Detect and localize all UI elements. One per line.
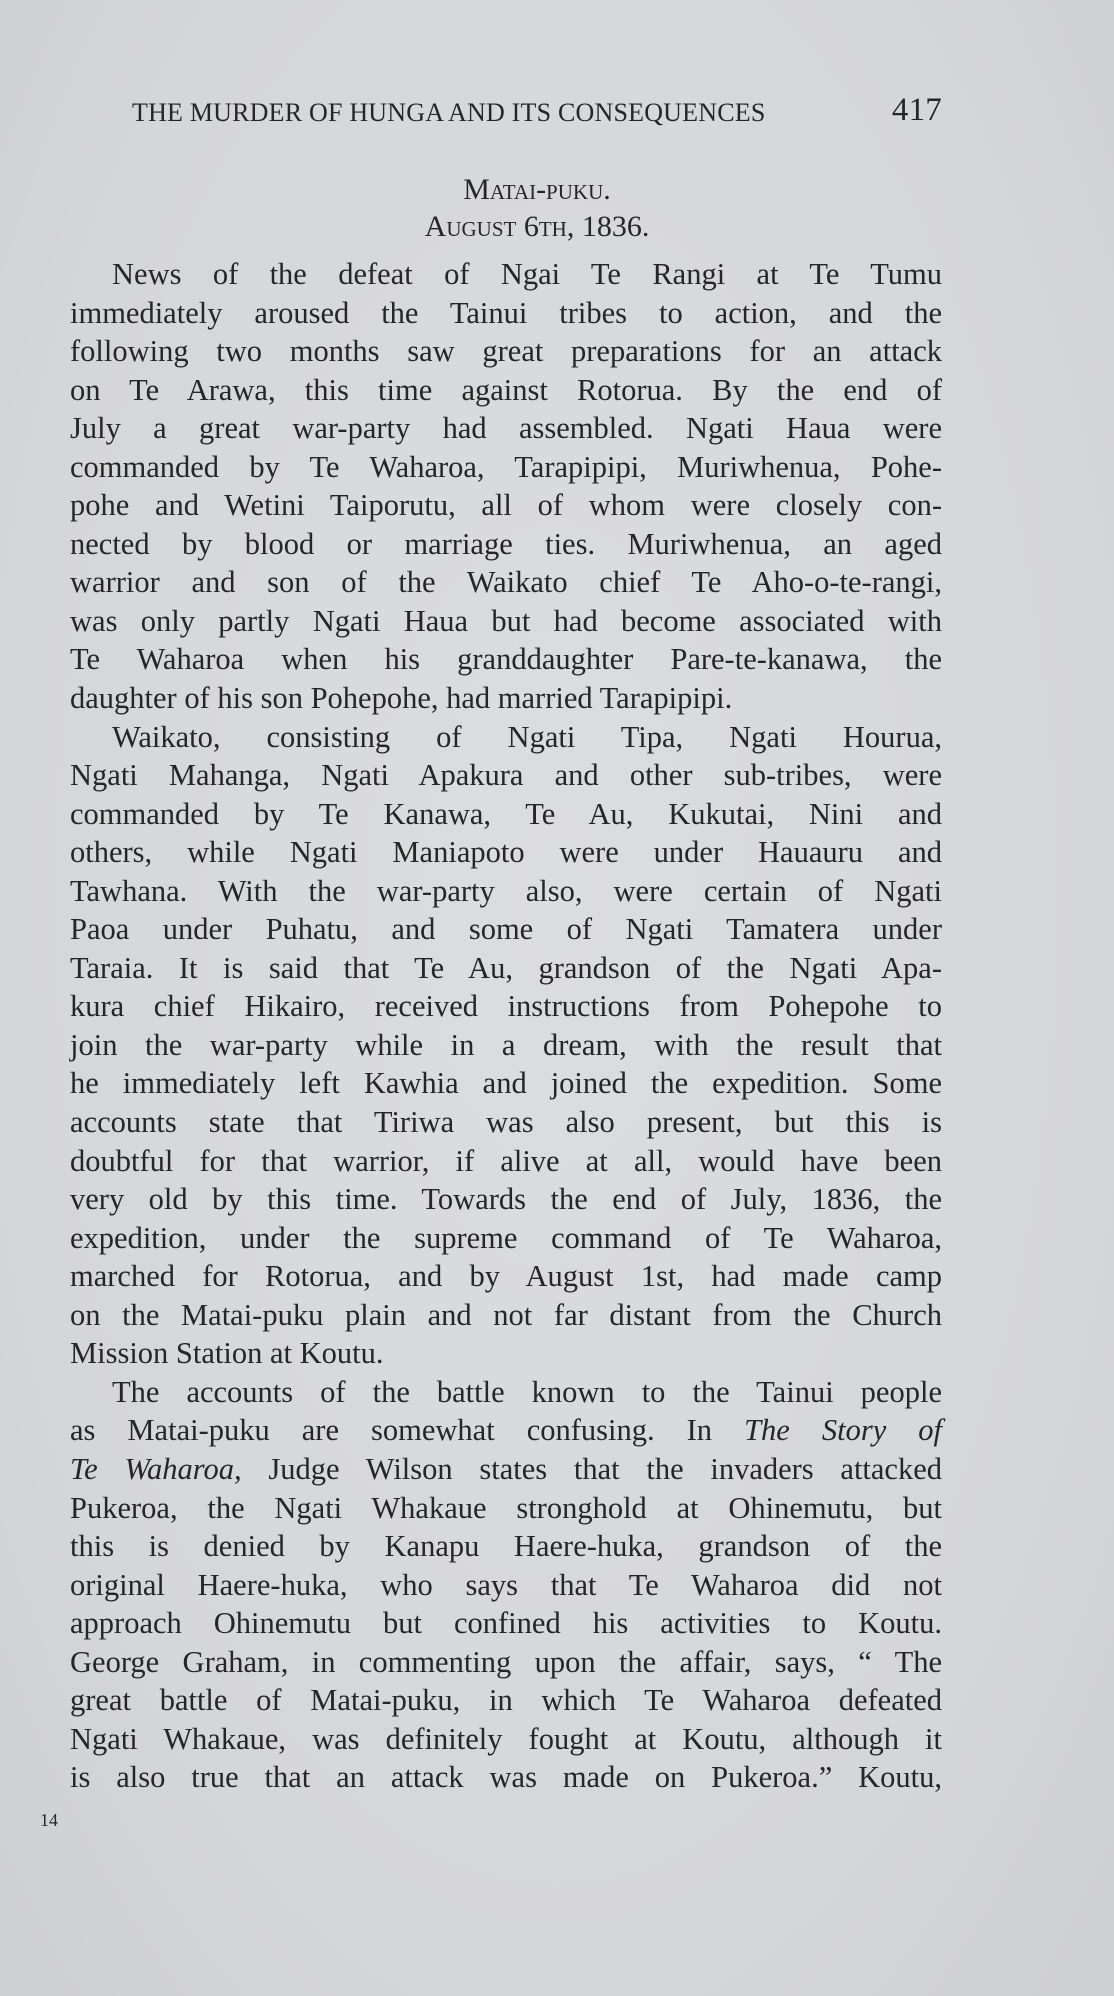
- text-line: marched for Rotorua, and by August 1st, had made camp: [70, 1259, 942, 1294]
- section-title: Matai-puku.: [463, 173, 611, 206]
- italic-title: The Story of: [744, 1413, 942, 1448]
- text-line: Ngati Mahanga, Ngati Apakura and other sub-tribes, were: [70, 758, 942, 793]
- text-line: original Haere-huka, who says that Te Waharoa did not: [70, 1567, 942, 1602]
- text-line: Mission Station at Koutu.: [70, 1336, 384, 1371]
- text-line: kura chief Hikairo, received instructions from Pohepohe to: [70, 989, 942, 1024]
- text-line: expedition, under the supreme command of Te Waharoa,: [70, 1220, 942, 1255]
- printer-signature-mark: 14: [40, 1810, 58, 1830]
- text-line: Pukeroa, the Ngati Whakaue stronghold at Ohinemutu, but: [70, 1490, 942, 1525]
- text-line: doubtful for that warrior, if alive at all, would have been: [70, 1143, 942, 1178]
- text-line: is also true that an attack was made on Pukeroa.” Koutu,: [70, 1760, 942, 1795]
- text-line: very old by this time. Towards the end of July, 1836, the: [70, 1182, 942, 1217]
- text-line: daughter of his son Pohepohe, had married Tarapipipi.: [70, 681, 733, 716]
- text-line: join the war-party while in a dream, with the result that: [70, 1027, 942, 1062]
- section-date: August 6th, 1836.: [424, 210, 650, 243]
- text-line: was only partly Ngati Haua but had become associated with: [70, 603, 942, 638]
- text-line: Te Waharoa when his granddaughter Pare-te-kanawa, the: [70, 642, 942, 677]
- italic-title: Te Waharoa,: [70, 1451, 242, 1486]
- text-line: he immediately left Kawhia and joined the expedition. Some: [70, 1066, 942, 1101]
- text-line: Waikato, consisting of Ngati Tipa, Ngati Hourua,: [112, 719, 942, 754]
- text-line: commanded by Te Kanawa, Te Au, Kukutai, Nini and: [70, 796, 942, 831]
- text-line: George Graham, in commenting upon the affair, says, “ The: [70, 1644, 942, 1679]
- text-line: this is denied by Kanapu Haere-huka, grandson of the: [70, 1529, 942, 1564]
- text-line: News of the defeat of Ngai Te Rangi at Te Tumu: [112, 257, 942, 291]
- text-line: The accounts of the battle known to the Tainui people: [112, 1374, 942, 1409]
- text-line: Tawhana. With the war-party also, were certain of Ngati: [70, 873, 942, 908]
- text-line: others, while Ngati Maniapoto were under Hauauru and: [70, 835, 942, 870]
- text-line: July a great war-party had assembled. Ngati Haua were: [70, 411, 942, 446]
- text-line: immediately aroused the Tainui tribes to action, and the: [70, 295, 942, 330]
- text-line: [70, 1411, 942, 1450]
- text-line: [70, 1450, 942, 1489]
- text-line: Taraia. It is said that Te Au, grandson of the Ngati Apa-: [70, 950, 942, 985]
- text-line: commanded by Te Waharoa, Tarapipipi, Muriwhenua, Pohe-: [70, 449, 942, 484]
- text-run: as Matai-puku are somewhat confusing. In: [70, 1413, 745, 1448]
- body-text: [70, 255, 942, 1797]
- text-line: pohe and Wetini Taiporutu, all of whom were closely con-: [70, 488, 942, 523]
- text-line: accounts state that Tiriwa was also present, but this is: [70, 1105, 942, 1140]
- text-line: great battle of Matai-puku, in which Te Waharoa defeated: [70, 1683, 942, 1718]
- text-line: Paoa under Puhatu, and some of Ngati Tamatera under: [70, 912, 942, 947]
- text-line: following two months saw great preparations for an attack: [70, 334, 942, 369]
- text-run: Judge Wilson states that the invaders attacked: [241, 1451, 943, 1486]
- text-line: warrior and son of the Waikato chief Te Aho-o-te-rangi,: [70, 565, 942, 600]
- text-line: on the Matai-puku plain and not far distant from the Church: [70, 1297, 942, 1332]
- text-line: nected by blood or marriage ties. Muriwhenua, an aged: [70, 526, 942, 561]
- text-line: on Te Arawa, this time against Rotorua. By the end of: [70, 372, 942, 407]
- text-line: approach Ohinemutu but confined his activities to Koutu.: [70, 1606, 942, 1641]
- text-line: Ngati Whakaue, was definitely fought at Koutu, although it: [70, 1721, 942, 1756]
- running-head-title: THE MURDER OF HUNGA AND ITS CONSEQUENCES: [132, 98, 766, 127]
- page-number: 417: [891, 92, 942, 128]
